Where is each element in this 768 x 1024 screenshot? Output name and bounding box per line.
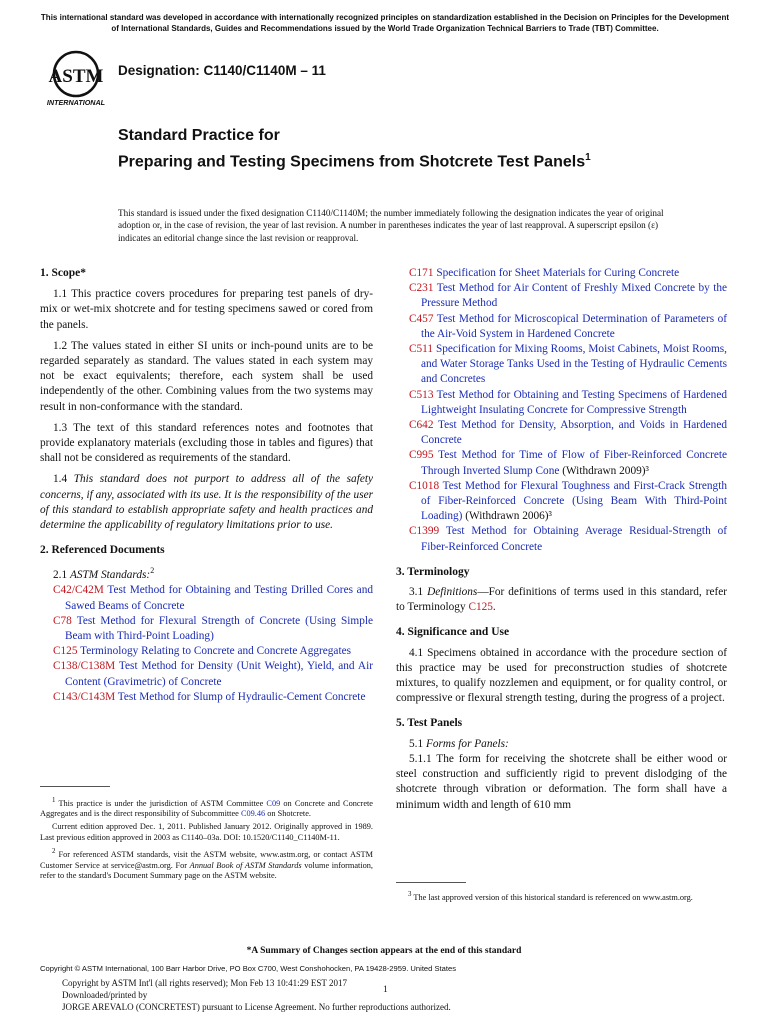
terminology-heading: 3. Terminology [396,565,470,578]
reference-code-link[interactable]: C231 [409,282,434,295]
fn3-sup: 3 [408,891,412,898]
reference-item [40,614,373,644]
designation: Designation: C1140/C1140M – 11 [118,63,326,78]
fn1-sup: 1 [52,797,56,804]
terminology-3-1 [396,585,727,615]
committee-link[interactable]: C09 [266,798,281,808]
footnote-3-text [396,890,727,903]
page-number: 1 [383,985,388,995]
astm-standards-sup[interactable]: 2 [150,566,155,576]
download-line-1: Copyright by ASTM Int'l (all rights reserved); Mon Feb 13 10:41:29 EST 2017 [62,978,347,988]
reference-title-link[interactable]: Test Method for Microscopical Determination of Parameters of the Air-Void System in Hardened Concrete [421,312,727,340]
significance-heading: 4. Significance and Use [396,626,510,639]
significance-4-1: 4.1 Specimens obtained in accordance with the procedure section of this practice may be used for preconstruction studies of shotcrete mixtures, to qualify nozzlemen and equipment, or for quality control, or compressive or flexural strength testing, during the progress of a project. [396,646,727,705]
tbt-notice: This international standard was developed in accordance with internationally recognized principles on standardization established in the Decision on Principles for the Development of International Standards, Guides and Recommendations issued by the World Trade Organization Technical Barriers to Trade (TBT) Committee. [40,13,730,33]
left-footnotes [40,796,373,882]
reference-code-link[interactable]: C138/C138M [53,660,116,673]
scope-1-3: 1.3 The text of this standard references notes and footnotes that provide explanatory materials (excluding those in tables and figures) that shall not be considered as requirements of the standard. [40,421,373,465]
astm-logo [40,48,112,108]
document-title [118,148,678,172]
reference-code-link[interactable]: C42/C42M [53,584,104,597]
download-line-3: JORGE AREVALO (CONCRETEST) pursuant to License Agreement. No further reproductions authorized. [62,1001,451,1012]
scope-1-4-num: 1.4 [53,473,68,486]
term-link-c125[interactable]: C125 [468,601,493,614]
reference-item [396,524,727,554]
fn2-italic: Annual Book of ASTM Standards [189,860,302,870]
reference-item [396,479,727,525]
footnote-1-approval: Current edition approved Dec. 1, 2011. Published January 2012. Originally approved in 1989. Last previous edition approved in 2003 as C1140–03a. DOI: 10.1520/C1140_C1140M-11. [40,821,373,842]
reference-title-link[interactable]: Test Method for Density (Unit Weight), Yield, and Air Content (Gravimetric) of Concrete [65,660,373,688]
subcommittee-link[interactable]: C09.46 [240,809,266,819]
reference-title-link[interactable]: Terminology Relating to Concrete and Concrete Aggregates [80,645,351,658]
reference-code-link[interactable]: C642 [409,419,434,432]
fn3-body: The last approved version of this historical standard is referenced on www.astm.org. [413,892,693,902]
scope-1-4 [40,472,373,533]
reference-code-link[interactable]: C171 [409,267,434,279]
reference-title-link[interactable]: Test Method for Obtaining and Testing Specimens of Hardened Lightweight Insulating Concrete for Compressive Strength [421,388,727,416]
reference-title-link[interactable]: Test Method for Slump of Hydraulic-Cement Concrete [117,690,366,703]
footnote-1 [40,796,373,820]
reference-title-link[interactable]: Test Method for Flexural Toughness and First-Crack Strength of Fiber-Reinforced Concrete (Using Beam With Third-Point Loading) [421,479,727,523]
reference-title-link[interactable]: Test Method for Density, Absorption, and Voids in Hardened Concrete [421,419,727,447]
scope-1-1: 1.1 This practice covers procedures for preparing test panels of dry-mix or wet-mix shotcrete and for testing specimens sawed or cored from the panels. [40,288,373,331]
fn1-text-b: on Concrete and Concrete Aggregates and is the direct responsibility of Subcommittee [40,798,373,819]
reference-code-link[interactable]: C1399 [409,525,440,538]
reference-code-link[interactable]: C78 [53,614,72,627]
reference-title-link[interactable]: Test Method for Flexural Strength of Concrete (Using Simple Beam with Third-Point Loading) [65,614,373,643]
download-line-2: Downloaded/printed by [62,989,148,1000]
term-num: 3.1 [409,586,424,599]
reference-title-link[interactable]: Test Method for Obtaining and Testing Drilled Cores and Sawed Beams of Concrete [65,584,373,612]
fn1-text-a: This practice is under the jurisdiction of ASTM Committee [58,798,264,808]
scope-1-2: 1.2 The values stated in either SI units or inch-pound units are to be regarded separately as standard. The values stated in each system may not be exact equivalents; therefore, each system shall be used independently of the other. Combining values from the two systems may result in non-conformance with the standard. [40,339,373,413]
reference-withdrawn-note: (Withdrawn 2009)³ [562,464,649,477]
scope-1-4-text: This standard does not purport to address all of the safety concerns, if any, associated with its use. It is the responsibility of the user of this standard to establish appropriate safety and health practices and determine the applicability of regulatory limitations prior to use. [40,473,374,532]
panels-5-1-label: Forms for Panels: [425,737,509,750]
reference-item [396,281,727,311]
referenced-heading: 2. Referenced Documents [40,544,165,557]
logo-subtext: INTERNATIONAL [46,98,106,107]
astm-standards-label [40,563,373,583]
reference-item [40,583,373,613]
fn2-text-a: For referenced ASTM standards, visit the ASTM website, www.astm.org, or contact ASTM Customer Service at service@astm.org. For [40,849,374,870]
title-line-1: Standard Practice for [118,127,280,144]
right-column [396,266,727,813]
logo-text: ASTM [48,66,104,87]
term-label: Definitions [427,586,478,599]
term-text: —For definitions of terms used in this standard, refer to Terminology [396,586,728,614]
download-info [62,978,451,1013]
copyright-line: Copyright © ASTM International, 100 Barr Harbor Drive, PO Box C700, West Conshohocken, PA 19428-2959. United States [40,964,457,973]
panels-5-1-num: 5.1 [409,737,424,750]
reference-item [40,644,373,659]
term-end: . [492,601,496,614]
reference-item [396,312,727,342]
reference-item [396,266,727,281]
left-reference-list [40,583,373,705]
summary-of-changes-note: *A Summary of Changes section appears at the end of this standard [246,946,522,956]
panels-5-1-1: 5.1.1 The form for receiving the shotcrete shall be either wood or steel construction and sufficiently rigid to prevent dislodging of the shotcrete through vibration or deformation. The form shall have a minimum width and length of 610 mm [396,752,727,811]
reference-code-link[interactable]: C513 [409,388,434,401]
reference-title-link[interactable]: Test Method for Air Content of Freshly Mixed Concrete by the Pressure Method [421,282,728,310]
reference-withdrawn-note: (Withdrawn 2006)³ [465,510,552,523]
right-reference-list [396,266,727,555]
left-column [40,266,373,705]
reference-item [396,388,727,418]
reference-code-link[interactable]: C995 [409,449,434,462]
reference-code-link[interactable]: C143/C143M [53,690,116,703]
footnote-rule-right [396,882,466,883]
reference-code-link[interactable]: C1018 [409,479,440,492]
title-line-2: Preparing and Testing Specimens from Shotcrete Test Panels [118,153,586,171]
fn2-text-b: volume information, refer to the standard's Document Summary page on the ASTM website. [40,860,373,881]
footnote-3 [396,890,727,903]
issued-note: This standard is issued under the fixed designation C1140/C1140M; the number immediately following the designation indicates the year of original adoption or, in the case of revision, the year of last revision. A number in parentheses indicates the year of last reapproval. A superscript epsilon (ε) indicates an editorial change since the last revision or reapproval. [118,208,664,243]
reference-item [396,418,727,448]
reference-title-link[interactable]: Test Method for Time of Flow of Fiber-Reinforced Concrete Through Inverted Slump Cone [421,449,727,477]
fn1-text-c: on Shotcrete. [267,809,311,819]
reference-code-link[interactable]: C511 [409,343,434,356]
reference-code-link[interactable]: C457 [409,312,434,325]
reference-title-link[interactable]: Specification for Sheet Materials for Curing Concrete [436,267,680,279]
astm-standards-num: 2.1 [53,569,68,582]
reference-item [40,659,373,689]
panels-5-1 [396,737,727,752]
scope-heading: 1. Scope* [40,267,86,279]
fn2-sup: 2 [52,848,56,856]
reference-item [396,342,727,388]
astm-standards-text: ASTM Standards: [69,569,151,582]
panels-heading: 5. Test Panels [396,717,463,730]
reference-title-link[interactable]: Test Method for Obtaining Average Residual-Strength of Fiber-Reinforced Concrete [421,525,727,553]
reference-code-link[interactable]: C125 [53,645,78,658]
reference-title-link[interactable]: Specification for Mixing Rooms, Moist Cabinets, Moist Rooms, and Water Storage Tanks Used in the Testing of Hydraulic Cements and Concretes [421,343,727,386]
reference-item [396,448,727,478]
footnote-2 [40,847,373,882]
footnote-rule-left [40,786,110,787]
reference-item [40,690,373,705]
title-footnote-ref[interactable]: 1 [585,152,591,163]
